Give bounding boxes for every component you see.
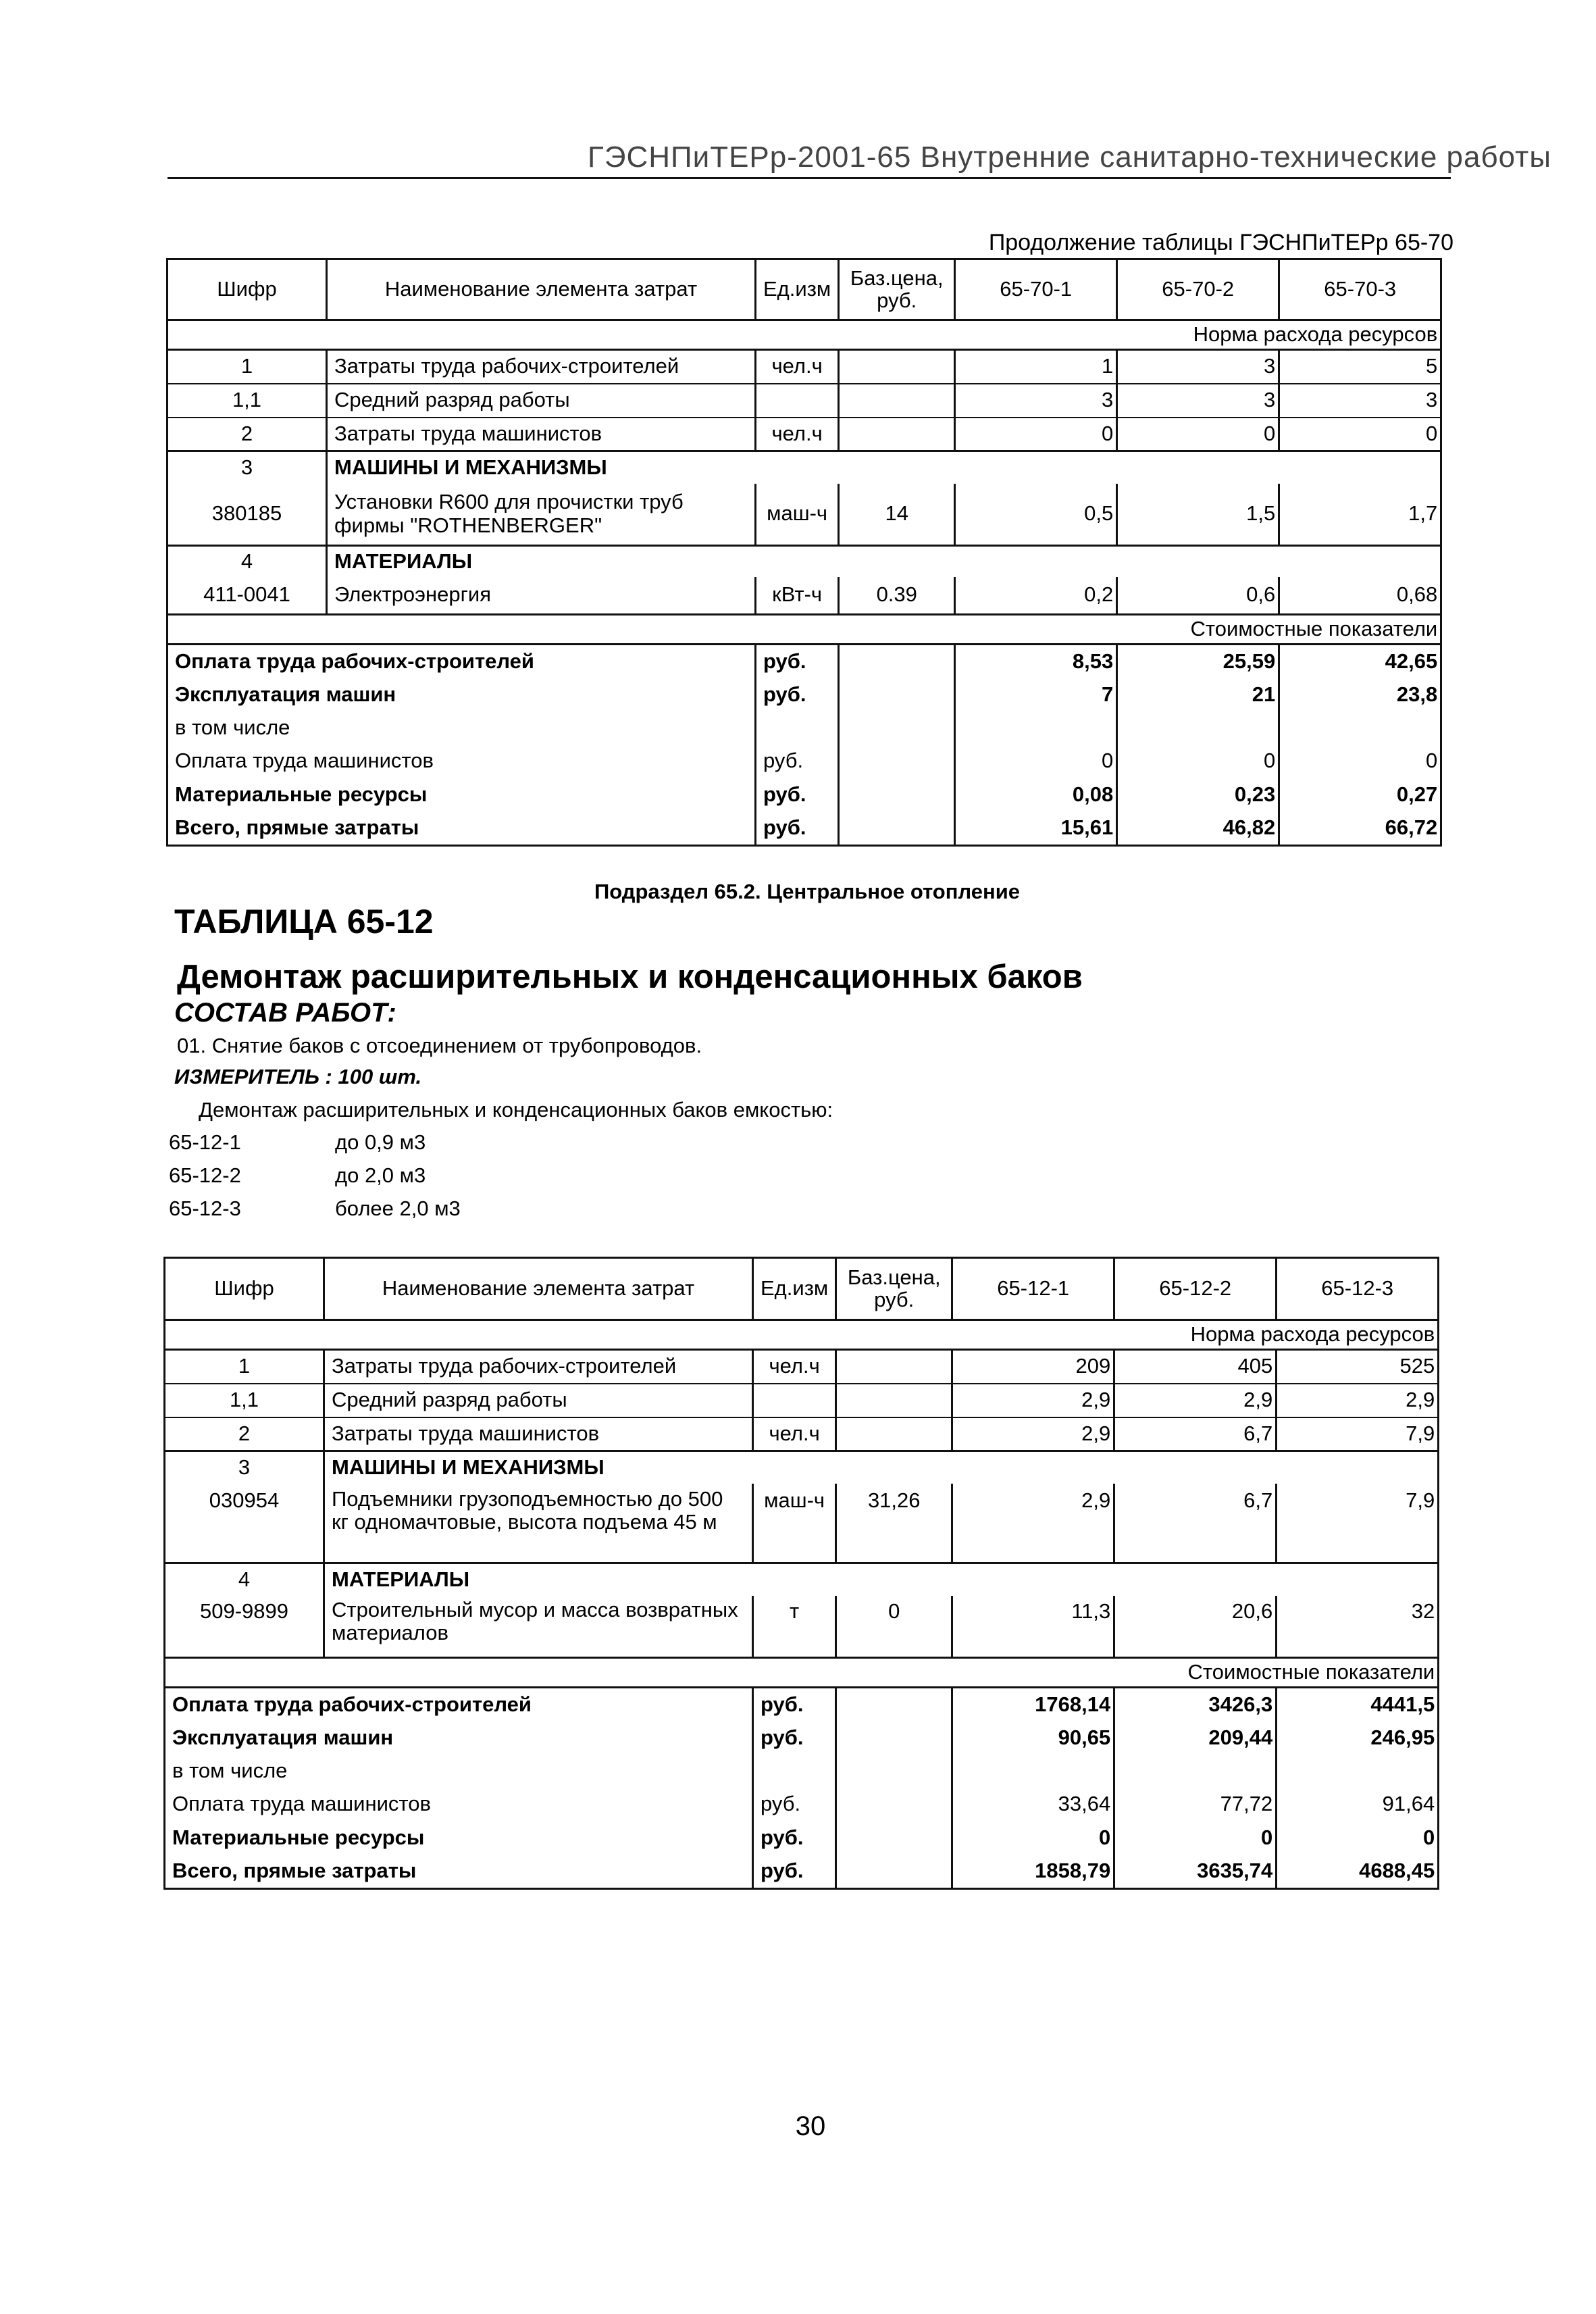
running-header: ГЭСНПиТЕРр-2001-65 Внутренние санитарно-технические работы — [588, 141, 1551, 174]
header-price: Баз.цена, руб. — [839, 259, 955, 320]
norm-label-row — [165, 1320, 1439, 1350]
variant-code: 65-12-3 — [169, 1197, 241, 1220]
variants-description: Демонтаж расширительных и конденсационных баков емкостью: — [199, 1098, 833, 1122]
norm-label: Норма расхода ресурсов — [165, 1320, 1439, 1350]
table-row: 509-9899 Строительный мусор и масса возвратных материалов т 0 11,3 20,6 32 — [165, 1596, 1439, 1658]
header-code: Шифр — [168, 259, 327, 320]
section-row-materials: 4 МАТЕРИАЛЫ — [165, 1563, 1439, 1596]
variant-text: до 0,9 м3 — [335, 1130, 426, 1154]
header-code: Шифр — [165, 1258, 324, 1320]
cost-row: Эксплуатация машин руб. 7 21 23,8 — [168, 678, 1441, 712]
table-row: 380185 Установки R600 для прочистки труб фирмы "ROTHENBERGER" маш-ч 14 0,5 1,5 1,7 — [168, 484, 1441, 546]
header-unit: Ед.изм — [756, 259, 839, 320]
header-name: Наименование элемента затрат — [324, 1258, 753, 1320]
header-col-3: 65-70-3 — [1279, 259, 1441, 320]
header-col-2: 65-70-2 — [1117, 259, 1279, 320]
cost-row: Всего, прямые затраты руб. 1858,79 3635,74 4688,45 — [165, 1855, 1439, 1889]
section-row-machines: 3 МАШИНЫ И МЕХАНИЗМЫ — [165, 1451, 1439, 1484]
composition-label: СОСТАВ РАБОТ: — [174, 998, 396, 1028]
table-row: 411-0041 Электроэнергия кВт-ч 0.39 0,2 0,6 0,68 — [168, 577, 1441, 615]
estimate-table-65-70 — [166, 258, 1442, 847]
variant-text: до 2,0 м3 — [335, 1163, 426, 1187]
cost-row: в том числе — [168, 712, 1441, 745]
section-row-machines: 3 МАШИНЫ И МЕХАНИЗМЫ — [168, 451, 1441, 484]
cost-row: Оплата труда рабочих-строителей руб. 1768,14 3426,3 4441,5 — [165, 1688, 1439, 1721]
header-col-1: 65-70-1 — [955, 259, 1117, 320]
subsection-title: Подраздел 65.2. Центральное отопление — [594, 880, 1020, 903]
cost-row: Всего, прямые затраты руб. 15,61 46,82 66,72 — [168, 812, 1441, 846]
header-col-3: 65-12-3 — [1277, 1258, 1439, 1320]
header-name: Наименование элемента затрат — [327, 259, 756, 320]
table-row: 1 Затраты труда рабочих-строителей чел.ч 1 3 5 — [168, 350, 1441, 384]
cost-label: Стоимостные показатели — [168, 615, 1441, 645]
header-col-2: 65-12-2 — [1114, 1258, 1277, 1320]
table-row: 1,1 Средний разряд работы 3 3 3 — [168, 384, 1441, 418]
work-title: Демонтаж расширительных и конденсационных баков — [177, 959, 1083, 995]
variant-code: 65-12-2 — [169, 1163, 241, 1187]
variant-text: более 2,0 м3 — [335, 1197, 461, 1220]
cost-label-row — [168, 615, 1441, 645]
cost-row: Оплата труда машинистов руб. 0 0 0 — [168, 745, 1441, 778]
estimate-table-65-12 — [163, 1257, 1439, 1890]
header-price: Баз.цена, руб. — [836, 1258, 952, 1320]
cost-row: Материальные ресурсы руб. 0 0 0 — [165, 1821, 1439, 1855]
cost-label-row — [165, 1658, 1439, 1688]
header-rule — [168, 177, 1451, 179]
cost-label: Стоимостные показатели — [165, 1658, 1439, 1688]
section-row-materials: 4 МАТЕРИАЛЫ — [168, 546, 1441, 577]
variant-code: 65-12-1 — [169, 1130, 241, 1154]
norm-label: Норма расхода ресурсов — [168, 320, 1441, 350]
cost-row: Материальные ресурсы руб. 0,08 0,23 0,27 — [168, 778, 1441, 812]
work-item: 01. Снятие баков с отсоединением от трубопроводов. — [177, 1034, 702, 1057]
measure-label: ИЗМЕРИТЕЛЬ : 100 шт. — [174, 1065, 422, 1088]
cost-row: в том числе — [165, 1755, 1439, 1788]
table-title: ТАБЛИЦА 65-12 — [174, 903, 434, 940]
cost-row: Оплата труда рабочих-строителей руб. 8,53 25,59 42,65 — [168, 645, 1441, 678]
header-col-1: 65-12-1 — [952, 1258, 1114, 1320]
table-row: 2 Затраты труда машинистов чел.ч 2,9 6,7 7,9 — [165, 1417, 1439, 1451]
cost-row: Эксплуатация машин руб. 90,65 209,44 246,95 — [165, 1721, 1439, 1755]
table-row: 2 Затраты труда машинистов чел.ч 0 0 0 — [168, 418, 1441, 451]
cost-row: Оплата труда машинистов руб. 33,64 77,72 91,64 — [165, 1788, 1439, 1821]
table-row: 1,1 Средний разряд работы 2,9 2,9 2,9 — [165, 1384, 1439, 1417]
table-continuation-title: Продолжение таблицы ГЭСНПиТЕРр 65-70 — [988, 230, 1453, 255]
table-header-row — [165, 1258, 1439, 1320]
page-number: 30 — [795, 2111, 826, 2141]
table-row: 1 Затраты труда рабочих-строителей чел.ч 209 405 525 — [165, 1350, 1439, 1384]
table-row: 030954 Подъемники грузоподъемностью до 500 кг одномачтовые, высота подъема 45 м маш-ч 31,26 2,9 6,7 7,9 — [165, 1484, 1439, 1563]
header-unit: Ед.изм — [753, 1258, 836, 1320]
table-header-row — [168, 259, 1441, 320]
norm-label-row — [168, 320, 1441, 350]
